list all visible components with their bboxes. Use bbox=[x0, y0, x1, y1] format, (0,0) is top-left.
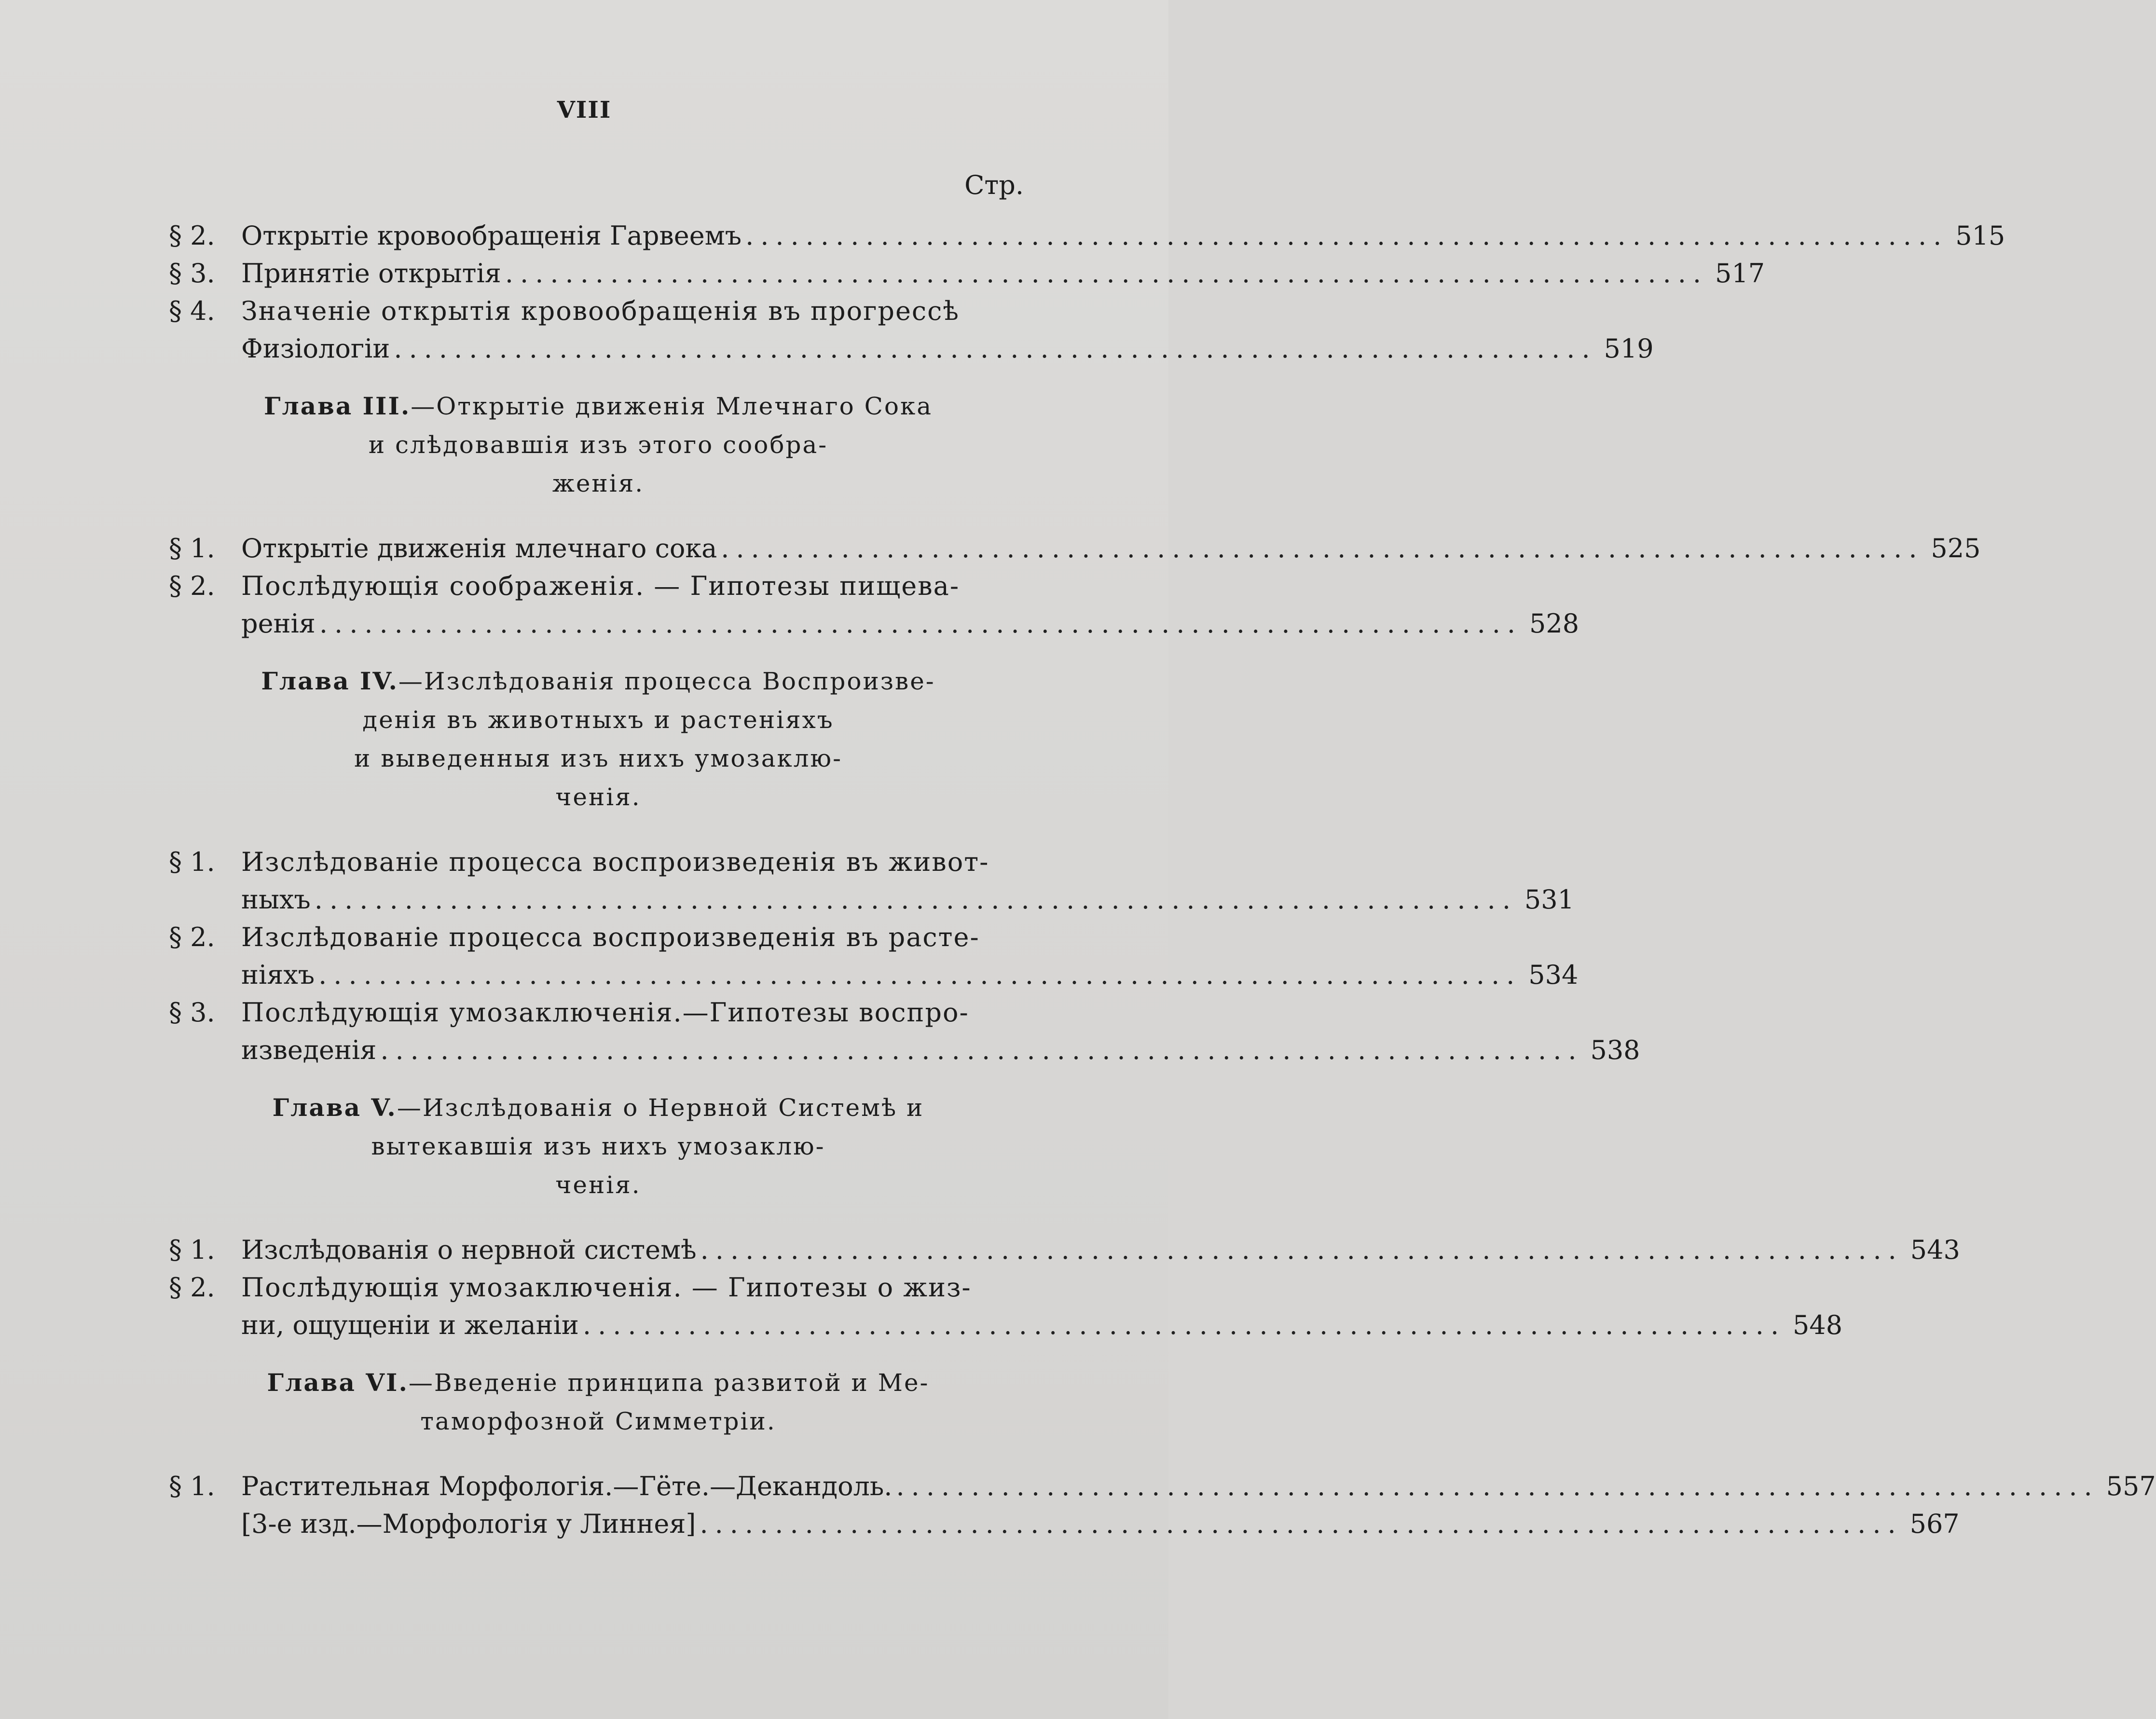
entry-title: Открытіе движенія млечнаго сока bbox=[241, 533, 717, 564]
toc-entry-line bbox=[241, 330, 1654, 368]
toc-entry bbox=[169, 1231, 1960, 1269]
section-number: § 1. bbox=[169, 847, 215, 877]
leader-dots: ................................................................................ bbox=[721, 533, 1924, 564]
leader-dots: ................................................................................ bbox=[318, 960, 1522, 990]
toc-entry-line bbox=[241, 956, 1579, 994]
chapter-title-text: —Открытіе движенія Млечнаго Сока bbox=[411, 392, 933, 420]
page-number: 538 bbox=[1590, 1035, 1640, 1065]
toc-entry bbox=[169, 994, 1640, 1069]
toc-entry-line bbox=[241, 530, 1981, 567]
section-number: § 3. bbox=[169, 258, 215, 289]
chapter-number: Глава IV. bbox=[261, 667, 398, 695]
page-number: 515 bbox=[1955, 220, 2005, 251]
toc-entry-line bbox=[241, 994, 1028, 1031]
toc-entry-line bbox=[241, 881, 1574, 919]
section-number: § 2. bbox=[169, 1272, 215, 1303]
chapter-heading bbox=[169, 662, 1028, 816]
chapter-title-text: —Изслѣдованія процесса Воспроизве- bbox=[398, 667, 935, 695]
toc-entry-line bbox=[241, 843, 1028, 881]
chapter-number: Глава III. bbox=[263, 392, 411, 420]
chapter-title-text: —Изслѣдованія о Нервной Системѣ и bbox=[397, 1094, 924, 1122]
section-number: § 4. bbox=[169, 296, 215, 326]
chapter-heading-line: ченія. bbox=[555, 783, 641, 811]
section-number: § 2. bbox=[169, 220, 215, 251]
chapter-heading-line: ченія. bbox=[555, 1171, 641, 1199]
toc-entry bbox=[169, 567, 1579, 643]
leader-dots: ................................................................................ bbox=[380, 1035, 1583, 1065]
leader-dots: ................................................................................ bbox=[700, 1509, 1903, 1539]
entry-title: ніяхъ bbox=[241, 960, 315, 990]
page-number: 548 bbox=[1793, 1310, 1843, 1340]
leader-dots: ................................................................................ bbox=[314, 884, 1517, 915]
entry-title: Послѣдующія соображенія. — Гипотезы пищева- bbox=[241, 571, 960, 601]
page-number: 528 bbox=[1529, 608, 1579, 639]
entry-title: ныхъ bbox=[241, 884, 311, 915]
toc-entry bbox=[169, 292, 1654, 368]
entry-title: ни, ощущеніи и желаніи bbox=[241, 1310, 579, 1340]
page-number: 543 bbox=[1910, 1235, 1960, 1265]
entry-title: Изслѣдованія о нервной системѣ bbox=[241, 1235, 697, 1265]
leader-dots: ................................................................................ bbox=[582, 1310, 1786, 1340]
chapter-heading-line bbox=[169, 1088, 1028, 1127]
toc-entry bbox=[169, 843, 1574, 919]
page-column-label: Стр. bbox=[964, 170, 1024, 200]
page-number: 557 bbox=[2106, 1471, 2156, 1501]
page-number: 534 bbox=[1528, 960, 1579, 990]
toc-entry-line bbox=[241, 1468, 2156, 1505]
section-number: § 1. bbox=[169, 533, 215, 564]
entry-title: Физіологіи bbox=[241, 333, 390, 364]
leader-dots: ................................................................................ bbox=[745, 220, 1949, 251]
toc-entry bbox=[169, 1269, 1843, 1344]
section-number: § 2. bbox=[169, 922, 215, 952]
entry-title: Послѣдующія умозаключенія. — Гипотезы о жиз- bbox=[241, 1272, 972, 1303]
chapter-heading-line: и выведенныя изъ нихъ умозаклю- bbox=[354, 744, 842, 772]
leader-dots: ................................................................................ bbox=[319, 608, 1523, 639]
entry-title: Принятіе открытія bbox=[241, 258, 501, 289]
toc-entry bbox=[169, 1468, 2156, 1505]
entry-title: Открытіе кровообращенія Гарвеемъ bbox=[241, 220, 742, 251]
toc-entry-line bbox=[241, 1269, 1028, 1306]
toc-entry-line bbox=[241, 1231, 1960, 1269]
toc-entry bbox=[169, 255, 1765, 292]
chapter-heading bbox=[169, 1363, 1028, 1441]
entry-title: Изслѣдованіе процесса воспроизведенія въ расте- bbox=[241, 922, 980, 952]
leader-dots: ................................................................................ bbox=[896, 1471, 2099, 1501]
toc-entry-line bbox=[241, 217, 2005, 255]
chapter-heading-line bbox=[169, 1363, 1028, 1402]
entry-title: Изслѣдованіе процесса воспроизведенія въ живот- bbox=[241, 847, 989, 877]
section-number: § 3. bbox=[169, 997, 215, 1028]
toc-entry-line bbox=[241, 1505, 1960, 1543]
page-number: 517 bbox=[1715, 258, 1765, 289]
chapter-heading bbox=[169, 1088, 1028, 1204]
toc-entry bbox=[169, 919, 1579, 994]
leader-dots: ................................................................................ bbox=[700, 1235, 1903, 1265]
chapter-heading-line: вытекавшія изъ нихъ умозаклю- bbox=[371, 1132, 825, 1160]
chapter-heading-line bbox=[169, 662, 1028, 701]
section-number: § 2. bbox=[169, 571, 215, 601]
toc-entry-line bbox=[241, 567, 1028, 605]
chapter-heading-line: женія. bbox=[552, 469, 645, 497]
toc-entry-line bbox=[241, 1031, 1640, 1069]
chapter-title-text: —Введеніе принципа развитой и Ме- bbox=[408, 1369, 930, 1397]
entry-title: Растительная Морфологія.—Гёте.—Декандоль. bbox=[241, 1471, 893, 1501]
leader-dots: ................................................................................ bbox=[505, 258, 1708, 289]
entry-title: [3-е изд.—Морфологія у Линнея] bbox=[241, 1509, 696, 1539]
chapter-number: Глава V. bbox=[272, 1093, 397, 1122]
entry-title: Послѣдующія умозаключенія.—Гипотезы воспро- bbox=[241, 997, 969, 1028]
toc-entry-line bbox=[241, 919, 1028, 956]
entry-title: Значеніе открытія кровообращенія въ прогрессѣ bbox=[241, 296, 960, 326]
toc-entry-line bbox=[241, 292, 1028, 330]
page-number: 519 bbox=[1604, 333, 1654, 364]
page-number: 525 bbox=[1931, 533, 1981, 564]
chapter-heading-line: денія въ животныхъ и растеніяхъ bbox=[362, 706, 834, 734]
entry-title: ренія bbox=[241, 608, 316, 639]
section-number: § 1. bbox=[169, 1235, 215, 1265]
entry-title: изведенія bbox=[241, 1035, 377, 1065]
chapter-heading-line: таморфозной Симметріи. bbox=[420, 1407, 776, 1435]
table-of-contents bbox=[169, 217, 2156, 1543]
toc-entry bbox=[169, 1505, 1960, 1543]
toc-entry bbox=[169, 530, 1981, 567]
page-folio: VIII bbox=[557, 96, 612, 124]
chapter-heading-line: и слѣдовавшія изъ этого сообра- bbox=[368, 431, 828, 459]
toc-entry-line bbox=[241, 1306, 1843, 1344]
toc-entry-line bbox=[241, 255, 1765, 292]
section-number: § 1. bbox=[169, 1471, 215, 1501]
page-number: 531 bbox=[1524, 884, 1574, 915]
chapter-heading bbox=[169, 387, 1028, 503]
chapter-number: Глава VI. bbox=[267, 1368, 409, 1397]
toc-entry bbox=[169, 217, 2005, 255]
leader-dots: ................................................................................ bbox=[394, 333, 1597, 364]
chapter-heading-line bbox=[169, 387, 1028, 426]
toc-entry-line bbox=[241, 605, 1579, 643]
page-number: 567 bbox=[1909, 1509, 1960, 1539]
